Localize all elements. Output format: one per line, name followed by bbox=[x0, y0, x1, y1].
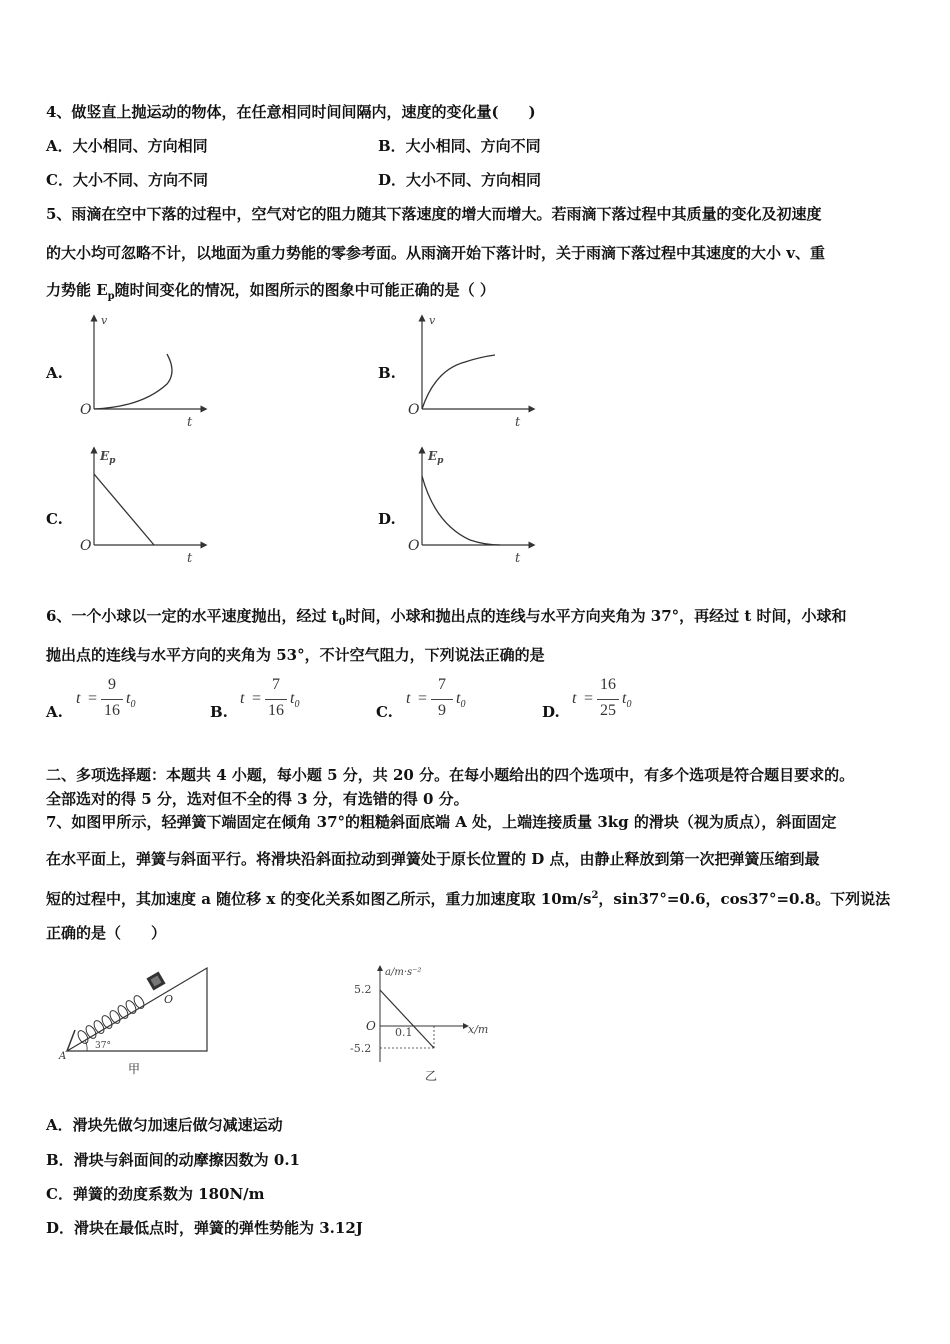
svg-text:Ep: $E_p$ bbox=[100, 449, 116, 466]
q6-option-label: B. bbox=[210, 703, 228, 721]
q7-line4: 正确的是（ ） bbox=[46, 924, 167, 942]
q4-option-a: A．大小相同、方向相同 bbox=[46, 137, 208, 155]
q7-line1: 7、如图甲所示，轻弹簧下端固定在倾角 37°的粗糙斜面底端 A 处，上端连接质量 3kg 的滑块（视为质点），斜面固定 bbox=[46, 813, 837, 831]
formula-t: t bbox=[572, 690, 577, 707]
q4-option-b: B．大小相同、方向不同 bbox=[378, 137, 541, 155]
q7-line3: 短的过程中，其加速度 a 随位移 x 的变化关系如图乙所示，重力加速度取 $10m/s^2$，sin37°=0.6，cos37°=0.8。下列说法 bbox=[46, 890, 891, 908]
q5-label-b: B. bbox=[378, 364, 396, 382]
formula-t0: $t_0$ bbox=[456, 690, 466, 711]
q7-figure-jia bbox=[55, 960, 225, 1082]
svg-text:v: v bbox=[429, 314, 436, 327]
q6-line2: 抛出点的连线与水平方向的夹角为 53°，不计空气阻力，下列说法正确的是 bbox=[46, 646, 545, 664]
q5-line3: 力势能 $E_p$随时间变化的情况，如图所示的图象中可能正确的是（ ） bbox=[46, 281, 495, 302]
q6-line1: 6、一个小球以一定的水平速度抛出，经过 $t_0$时间，小球和抛出点的连线与水平方向夹角为 37°，再经过 t 时间，小球和 bbox=[46, 607, 847, 628]
formula-eq: = bbox=[584, 690, 594, 707]
q6-option-label: C. bbox=[376, 703, 393, 721]
q5-label-d: D. bbox=[378, 510, 396, 528]
q5-graph-a bbox=[72, 312, 212, 432]
q5-graph-b bbox=[400, 312, 540, 432]
formula-denominator: 25 bbox=[600, 702, 616, 719]
svg-text:O: O bbox=[164, 993, 174, 1006]
axis-v: v bbox=[101, 314, 108, 327]
q4-option-d: D．大小不同、方向相同 bbox=[378, 171, 542, 189]
formula-numerator: 9 bbox=[108, 676, 116, 693]
formula-t0: $t_0$ bbox=[290, 690, 300, 711]
formula-denominator: 16 bbox=[268, 702, 284, 719]
svg-text:O: O bbox=[80, 538, 92, 554]
fig-yi-caption: 乙 bbox=[425, 1069, 438, 1083]
q7-line2: 在水平面上，弹簧与斜面平行。将滑块沿斜面拉动到弹簧处于原长位置的 D 点，由静止释放到第一次把弹簧压缩到最 bbox=[46, 850, 820, 868]
q5-label-a: A. bbox=[46, 364, 63, 382]
svg-text:A: A bbox=[59, 1051, 67, 1062]
q6-option-label: D. bbox=[542, 703, 560, 721]
svg-text:O: O bbox=[408, 538, 420, 554]
formula-denominator: 9 bbox=[438, 702, 446, 719]
q6-option-formula bbox=[76, 676, 156, 724]
formula-t0: $t_0$ bbox=[622, 690, 632, 711]
formula-numerator: 7 bbox=[272, 676, 280, 693]
q5-graph-d bbox=[400, 444, 540, 568]
svg-text:O: O bbox=[408, 402, 420, 418]
svg-text:O: O bbox=[366, 1019, 376, 1033]
q5-label-c: C. bbox=[46, 510, 63, 528]
svg-text:Ep: $E_p$ bbox=[428, 449, 444, 466]
formula-eq: = bbox=[252, 690, 262, 707]
fig-jia-caption: 甲 bbox=[128, 1062, 141, 1076]
formula-t0: $t_0$ bbox=[126, 690, 136, 711]
svg-text:t: t bbox=[187, 415, 193, 430]
q5-graph-c bbox=[72, 444, 212, 568]
svg-text:5.2: 5.2 bbox=[354, 983, 372, 996]
q7-option-d: D．滑块在最低点时，弹簧的弹性势能为 3.12J bbox=[46, 1219, 363, 1237]
svg-text:-5.2: -5.2 bbox=[350, 1042, 372, 1055]
q4-option-c: C．大小不同、方向不同 bbox=[46, 171, 208, 189]
formula-numerator: 7 bbox=[438, 676, 446, 693]
q7-figure-yi bbox=[340, 962, 510, 1084]
section2-line1: 二、多项选择题：本题共 4 小题，每小题 5 分，共 20 分。在每小题给出的四个选项中，有多个选项是符合题目要求的。 bbox=[46, 766, 855, 784]
q6-option-label: A. bbox=[46, 703, 63, 721]
formula-numerator: 16 bbox=[600, 676, 616, 693]
svg-text:O: O bbox=[80, 402, 92, 418]
q7-option-b: B．滑块与斜面间的动摩擦因数为 0.1 bbox=[46, 1151, 300, 1169]
formula-t: t bbox=[76, 690, 81, 707]
svg-text:x/m: x/m bbox=[468, 1023, 489, 1036]
formula-denominator: 16 bbox=[104, 702, 120, 719]
formula-t: t bbox=[406, 690, 411, 707]
q6-option-formula bbox=[240, 676, 320, 724]
svg-text:t: t bbox=[515, 415, 521, 430]
formula-eq: = bbox=[88, 690, 98, 707]
q5-line2: 的大小均可忽略不计，以地面为重力势能的零参考面。从雨滴开始下落计时，关于雨滴下落过程中其速度的大小 v、重 bbox=[46, 244, 825, 262]
q6-option-formula bbox=[572, 676, 652, 724]
q6-option-formula bbox=[406, 676, 486, 724]
svg-text:t: t bbox=[187, 551, 193, 566]
q5-line1: 5、雨滴在空中下落的过程中，空气对它的阻力随其下落速度的增大而增大。若雨滴下落过程中其质量的变化及初速度 bbox=[46, 205, 822, 223]
svg-text:a/m·s⁻²: a/m·s⁻² bbox=[385, 967, 422, 978]
q7-option-a: A．滑块先做匀加速后做匀减速运动 bbox=[46, 1116, 283, 1134]
formula-eq: = bbox=[418, 690, 428, 707]
formula-t: t bbox=[240, 690, 245, 707]
svg-text:0.1: 0.1 bbox=[395, 1026, 413, 1039]
svg-text:37°: 37° bbox=[95, 1041, 111, 1051]
section2-line2: 全部选对的得 5 分，选对但不全的得 3 分，有选错的得 0 分。 bbox=[46, 790, 469, 808]
q4-stem: 4、做竖直上抛运动的物体，在任意相同时间间隔内，速度的变化量( ) bbox=[46, 103, 536, 121]
q7-option-c: C．弹簧的劲度系数为 180N/m bbox=[46, 1185, 265, 1203]
svg-text:t: t bbox=[515, 551, 521, 566]
